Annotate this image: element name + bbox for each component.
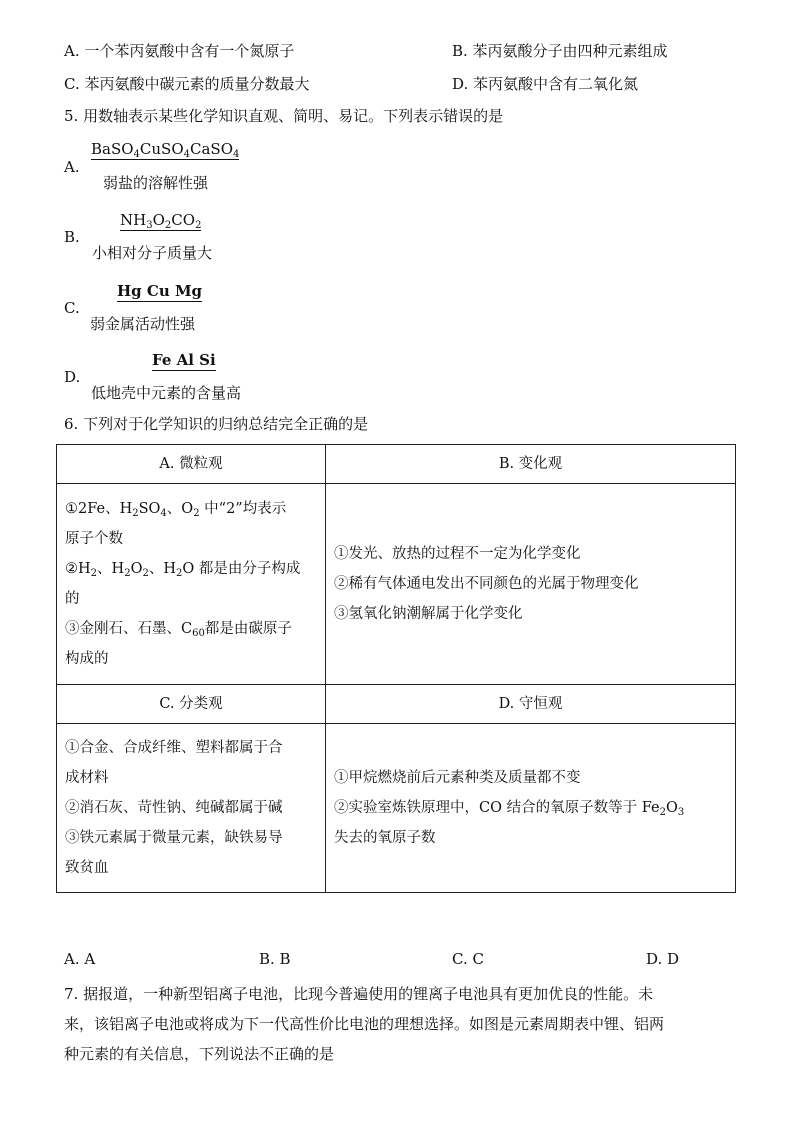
q6-option-c: C. C xyxy=(452,950,484,968)
q4-option-a: A. 一个苯丙氨酸中含有一个氮原子 xyxy=(64,42,295,60)
q7-line-3: 种元素的有关信息，下列说法不正确的是 xyxy=(64,1045,335,1063)
q7-line-2: 来，该铝离子电池或将成为下一代高性价比电池的理想选择。如图是元素周期表中锂、铝两 xyxy=(64,1015,665,1033)
q6-header-a: A. 微粒观 xyxy=(57,445,326,484)
q6-cell-b xyxy=(326,484,736,685)
q5-d-letter: D. xyxy=(64,368,81,386)
q6-a-line-3: $②H_2$、$H_2O_2$、$H_2O$ 都是由分子构成 xyxy=(65,561,301,579)
q5-d-axis: Fe Al Si xyxy=(152,351,216,369)
q6-option-a: A. A xyxy=(64,950,96,968)
q6-cell-c xyxy=(57,724,326,893)
q6-header-d: D. 守恒观 xyxy=(326,685,736,724)
q6-header-b: B. 变化观 xyxy=(326,445,736,484)
q6-c-line-2: 成材料 xyxy=(65,770,109,786)
q6-c-line-4: ③铁元素属于微量元素，缺铁易导 xyxy=(65,830,283,846)
q6-a-line-5: ③金刚石、石墨、$C_{60}$都是由碳原子 xyxy=(65,621,292,639)
q4-option-c: C. 苯丙氨酸中碳元素的质量分数最大 xyxy=(64,75,310,93)
q4-option-d: D. 苯丙氨酸中含有二氧化氮 xyxy=(452,75,639,93)
q6-stem: 6. 下列对于化学知识的归纳总结完全正确的是 xyxy=(64,415,369,433)
q5-a-axis: BaSO$_4$CuSO$_4$CaSO$_4$ xyxy=(91,140,240,160)
q6-d-line-1: ①甲烷燃烧前后元素种类及质量都不变 xyxy=(334,770,581,786)
q6-b-line-3: ③氢氧化钠潮解属于化学变化 xyxy=(334,606,523,622)
q6-cell-d xyxy=(326,724,736,893)
q6-table xyxy=(56,444,736,893)
q5-stem: 5. 用数轴表示某些化学知识直观、简明、易记。下列表示错误的是 xyxy=(64,107,504,125)
q6-d-line-3: 失去的氧原子数 xyxy=(334,830,436,846)
q5-b-letter: B. xyxy=(64,228,80,246)
q6-c-line-3: ②消石灰、苛性钠、纯碱都属于碱 xyxy=(65,800,283,816)
q6-a-line-2: 原子个数 xyxy=(65,531,123,547)
q6-d-line-2: ②实验室炼铁原理中，CO 结合的氧原子数等于 $Fe_2O_3$ xyxy=(334,800,685,818)
q5-b-axis-label: 小相对分子质量大 xyxy=(92,244,213,262)
q5-c-letter: C. xyxy=(64,299,80,317)
q5-a-letter: A. xyxy=(64,158,80,176)
q6-option-d: D. D xyxy=(646,950,680,968)
q6-b-line-1: ①发光、放热的过程不一定为化学变化 xyxy=(334,546,581,562)
q6-cell-a xyxy=(57,484,326,685)
q6-b-line-2: ②稀有气体通电发出不同颜色的光属于物理变化 xyxy=(334,576,639,592)
q5-c-axis-label: 弱金属活动性强 xyxy=(90,315,196,333)
q6-a-line-1: ①2Fe、$H_2SO_4$、$O_2$ 中“2”均表示 xyxy=(65,501,287,519)
q6-header-c: C. 分类观 xyxy=(57,685,326,724)
q4-option-b: B. 苯丙氨酸分子由四种元素组成 xyxy=(452,42,668,60)
q6-a-line-4: 的 xyxy=(65,591,80,607)
q5-d-axis-label: 低地壳中元素的含量高 xyxy=(91,384,242,402)
q5-b-axis: $NH_3O_2CO_2$ xyxy=(120,211,202,231)
q6-a-line-6: 构成的 xyxy=(65,651,109,667)
q5-a-axis-label: 弱盐的溶解性强 xyxy=(103,174,209,192)
q6-option-b: B. B xyxy=(259,950,291,968)
q5-c-axis: Hg Cu Mg xyxy=(117,282,203,300)
q7-line-1: 7. 据报道，一种新型铝离子电池，比现今普遍使用的锂离子电池具有更加优良的性能。未 xyxy=(64,985,654,1003)
q6-c-line-5: 致贫血 xyxy=(65,860,109,876)
q6-c-line-1: ①合金、合成纤维、塑料都属于合 xyxy=(65,740,283,756)
